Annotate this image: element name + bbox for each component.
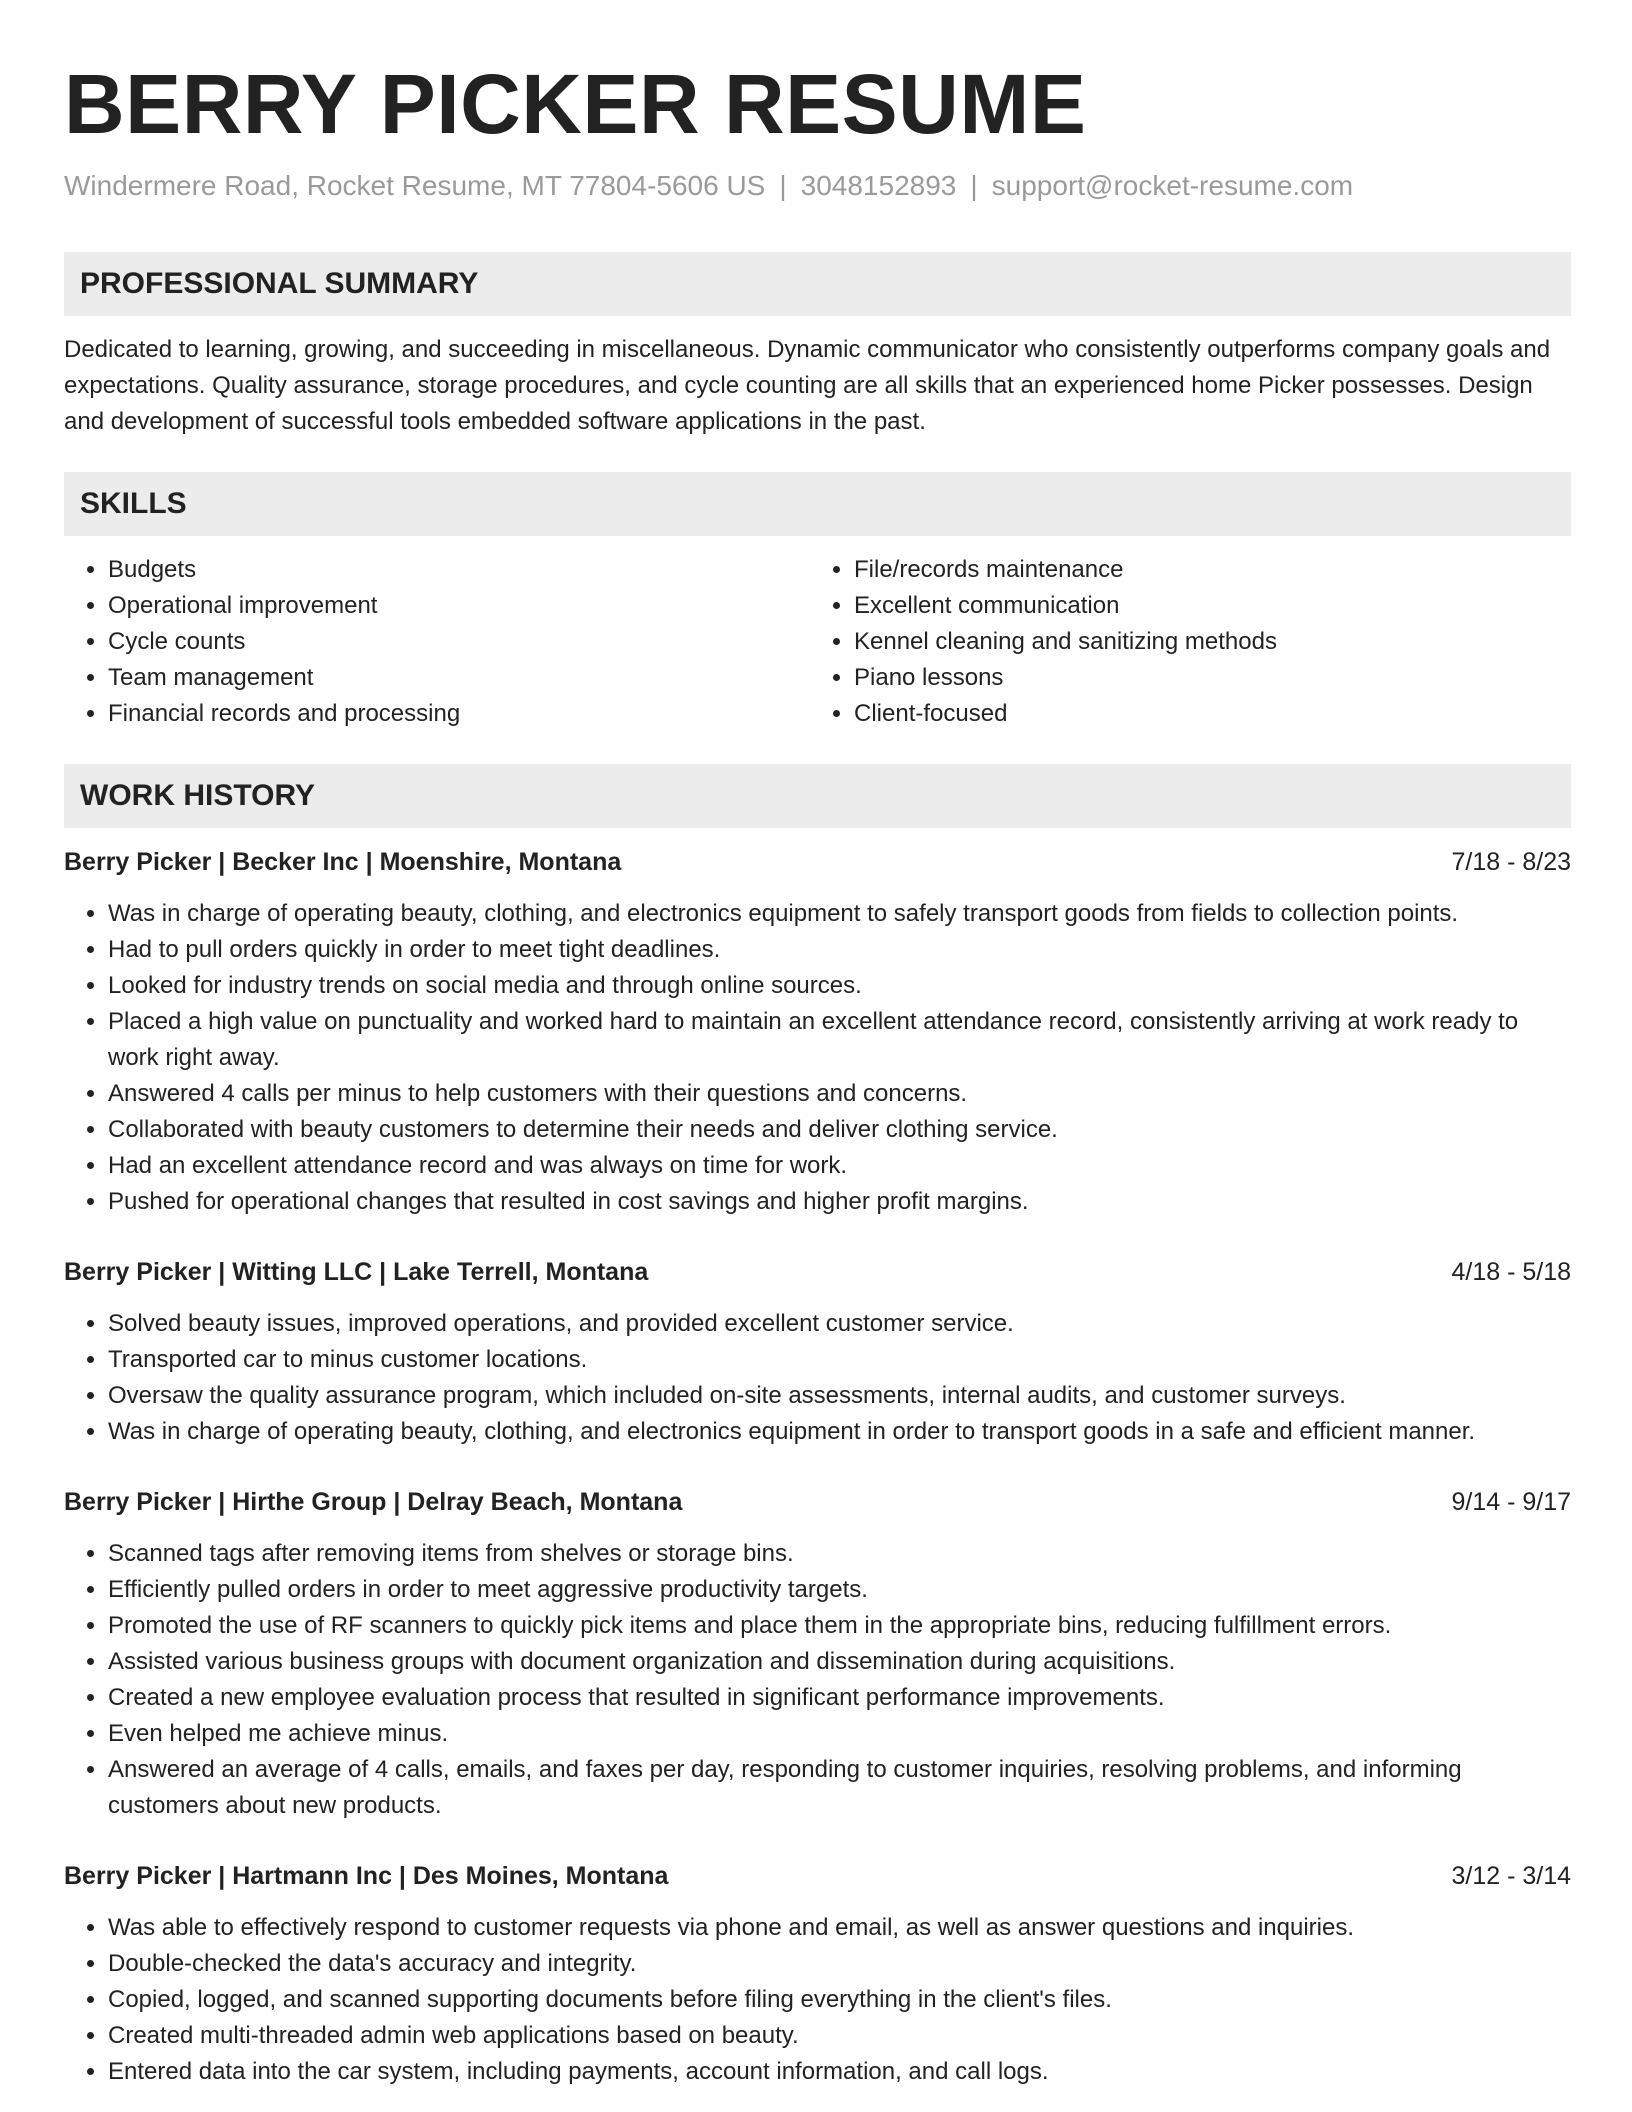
contact-email: support@rocket-resume.com xyxy=(991,170,1354,201)
job-entry xyxy=(64,1254,1571,1450)
job-dates: 9/14 - 9/17 xyxy=(1451,1488,1571,1516)
resume-page xyxy=(64,56,1571,2090)
skills-column-left xyxy=(64,552,808,732)
contact-separator: | xyxy=(970,170,978,201)
job-bullet: • Had an excellent attendance record and was always on time for work. xyxy=(108,1148,1571,1184)
job-bullet: • Assisted various business groups with document organization and dissemination during acquisitions. xyxy=(108,1644,1571,1680)
job-bullet: • Was in charge of operating beauty, clothing, and electronics equipment to safely transport goods from fields to collection points. xyxy=(108,896,1571,932)
contact-address: Windermere Road, Rocket Resume, MT 77804-5606 US xyxy=(64,170,766,201)
job-entry xyxy=(64,844,1571,1220)
job-dates: 7/18 - 8/23 xyxy=(1451,848,1571,876)
job-header xyxy=(64,1254,1571,1290)
skill-item: • Team management xyxy=(108,660,808,696)
skill-item: • Client-focused xyxy=(854,696,1554,732)
skill-item: • Budgets xyxy=(108,552,808,588)
skill-item: • Excellent communication xyxy=(854,588,1554,624)
job-title: Berry Picker | Becker Inc | Moenshire, Montana xyxy=(64,848,622,876)
job-title: Berry Picker | Hartmann Inc | Des Moines, Montana xyxy=(64,1862,669,1890)
job-bullet: • Transported car to minus customer locations. xyxy=(108,1342,1571,1378)
section-header-summary: PROFESSIONAL SUMMARY xyxy=(64,252,1571,316)
job-bullet: • Pushed for operational changes that resulted in cost savings and higher profit margins. xyxy=(108,1184,1571,1220)
job-bullet: • Answered 4 calls per minus to help customers with their questions and concerns. xyxy=(108,1076,1571,1112)
skill-item: • Financial records and processing xyxy=(108,696,808,732)
job-header xyxy=(64,1858,1571,1894)
job-bullets xyxy=(64,1306,1571,1450)
skills-list xyxy=(64,552,1571,732)
job-bullet: • Solved beauty issues, improved operations, and provided excellent customer service. xyxy=(108,1306,1571,1342)
job-bullet: • Looked for industry trends on social media and through online sources. xyxy=(108,968,1571,1004)
skill-item: • Operational improvement xyxy=(108,588,808,624)
job-bullet: • Answered an average of 4 calls, emails, and faxes per day, responding to customer inquiries, resolving problems, and informing customers about new products. xyxy=(108,1752,1571,1824)
job-bullet: • Created a new employee evaluation process that resulted in significant performance improvements. xyxy=(108,1680,1571,1716)
skill-item: • File/records maintenance xyxy=(854,552,1554,588)
job-bullet: • Was able to effectively respond to customer requests via phone and email, as well as answer questions and inquiries. xyxy=(108,1910,1571,1946)
section-header-skills: SKILLS xyxy=(64,472,1571,536)
skill-item: • Piano lessons xyxy=(854,660,1554,696)
skill-item: • Cycle counts xyxy=(108,624,808,660)
job-header xyxy=(64,844,1571,880)
summary-text: Dedicated to learning, growing, and succeeding in miscellaneous. Dynamic communicator who consistently outperforms company goals and expectations. Quality assurance, storage procedures, and cycle counting are all skills that an experienced home Picker possesses. Design and development of successful tools embedded software applications in the past. xyxy=(64,336,1551,435)
job-entry xyxy=(64,1858,1571,2090)
contact-separator: | xyxy=(779,170,787,201)
job-title: Berry Picker | Witting LLC | Lake Terrell, Montana xyxy=(64,1258,649,1286)
job-bullets xyxy=(64,1910,1571,2090)
job-bullet: • Was in charge of operating beauty, clothing, and electronics equipment in order to transport goods in a safe and efficient manner. xyxy=(108,1414,1571,1450)
skills-column-right xyxy=(808,552,1554,732)
job-bullet: • Entered data into the car system, including payments, account information, and call logs. xyxy=(108,2054,1571,2090)
job-dates: 4/18 - 5/18 xyxy=(1451,1258,1571,1286)
job-bullet: • Efficiently pulled orders in order to meet aggressive productivity targets. xyxy=(108,1572,1571,1608)
contact-phone: 3048152893 xyxy=(800,170,957,201)
job-bullet: • Oversaw the quality assurance program, which included on-site assessments, internal audits, and customer surveys. xyxy=(108,1378,1571,1414)
job-bullet: • Copied, logged, and scanned supporting documents before filing everything in the client's files. xyxy=(108,1982,1571,2018)
job-entry xyxy=(64,1484,1571,1824)
skill-item: • Kennel cleaning and sanitizing methods xyxy=(854,624,1554,660)
job-bullet: • Promoted the use of RF scanners to quickly pick items and place them in the appropriate bins, reducing fulfillment errors. xyxy=(108,1608,1571,1644)
job-bullet: • Double-checked the data's accuracy and integrity. xyxy=(108,1946,1571,1982)
job-title: Berry Picker | Hirthe Group | Delray Beach, Montana xyxy=(64,1488,683,1516)
resume-title: BERRY PICKER RESUME xyxy=(64,57,1087,151)
job-dates: 3/12 - 3/14 xyxy=(1451,1862,1571,1890)
job-bullet: • Even helped me achieve minus. xyxy=(108,1716,1571,1752)
job-header xyxy=(64,1484,1571,1520)
job-bullet: • Placed a high value on punctuality and worked hard to maintain an excellent attendance record, consistently arriving at work ready to work right away. xyxy=(108,1004,1571,1076)
section-header-work-history: WORK HISTORY xyxy=(64,764,1571,828)
job-bullet: • Had to pull orders quickly in order to meet tight deadlines. xyxy=(108,932,1571,968)
job-bullet: • Collaborated with beauty customers to determine their needs and deliver clothing service. xyxy=(108,1112,1571,1148)
job-bullets xyxy=(64,1536,1571,1824)
contact-line xyxy=(64,166,1571,206)
job-bullet: • Scanned tags after removing items from shelves or storage bins. xyxy=(108,1536,1571,1572)
job-bullets xyxy=(64,896,1571,1220)
job-bullet: • Created multi-threaded admin web applications based on beauty. xyxy=(108,2018,1571,2054)
